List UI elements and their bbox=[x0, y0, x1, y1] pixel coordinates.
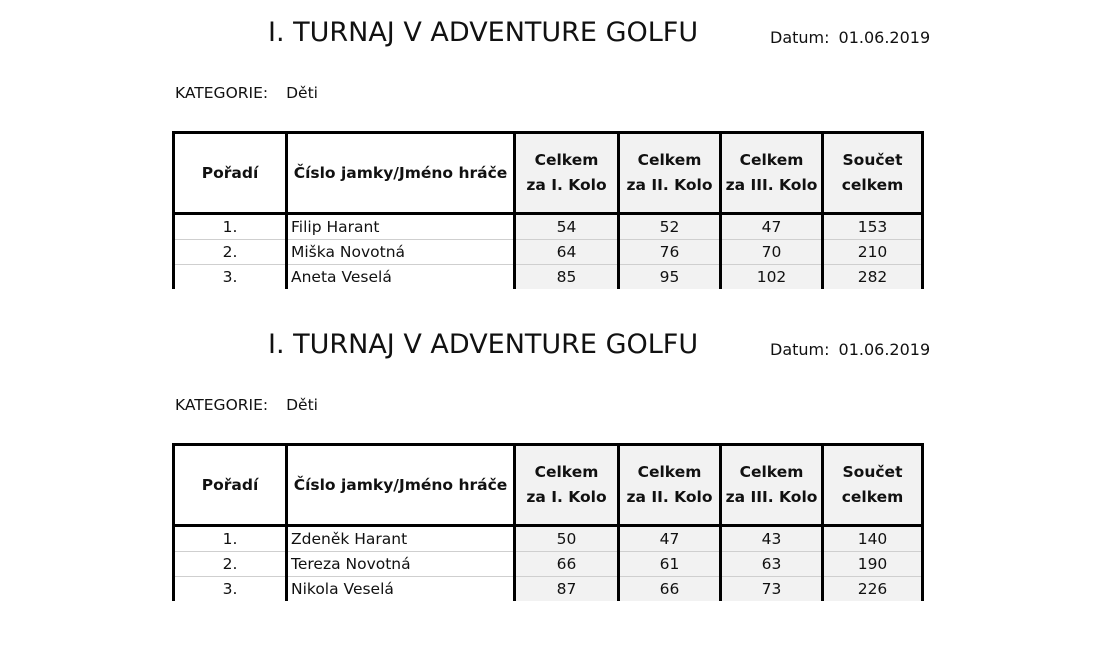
cell-round-1: 85 bbox=[515, 265, 619, 290]
cell-round-3: 43 bbox=[721, 526, 823, 552]
header-total: Součet celkem bbox=[823, 445, 923, 526]
header-row bbox=[174, 445, 923, 526]
cell-round-1: 87 bbox=[515, 577, 619, 602]
table-row bbox=[174, 526, 923, 552]
cell-player-name: Miška Novotná bbox=[287, 240, 515, 265]
results-table bbox=[172, 443, 924, 601]
cell-round-2: 76 bbox=[619, 240, 721, 265]
sheet-title: I. TURNAJ V ADVENTURE GOLFU bbox=[268, 17, 699, 48]
category-line bbox=[175, 84, 318, 102]
table-row bbox=[174, 577, 923, 602]
cell-player-name: Zdeněk Harant bbox=[287, 526, 515, 552]
sheet-title: I. TURNAJ V ADVENTURE GOLFU bbox=[268, 329, 699, 360]
cell-total: 226 bbox=[823, 577, 923, 602]
cell-round-1: 54 bbox=[515, 214, 619, 240]
cell-rank: 1. bbox=[174, 214, 287, 240]
cell-rank: 2. bbox=[174, 552, 287, 577]
table-row bbox=[174, 240, 923, 265]
category-value: Děti bbox=[286, 84, 318, 102]
header-round-3: Celkem za III. Kolo bbox=[721, 133, 823, 214]
cell-player-name: Filip Harant bbox=[287, 214, 515, 240]
cell-total: 210 bbox=[823, 240, 923, 265]
cell-round-2: 66 bbox=[619, 577, 721, 602]
cell-round-3: 73 bbox=[721, 577, 823, 602]
header-rank: Pořadí bbox=[174, 133, 287, 214]
header-player: Číslo jamky/Jméno hráče bbox=[287, 133, 515, 214]
table-row bbox=[174, 214, 923, 240]
cell-round-3: 102 bbox=[721, 265, 823, 290]
date-line bbox=[770, 340, 930, 359]
cell-rank: 2. bbox=[174, 240, 287, 265]
header-player: Číslo jamky/Jméno hráče bbox=[287, 445, 515, 526]
header-round-2: Celkem za II. Kolo bbox=[619, 445, 721, 526]
cell-total: 140 bbox=[823, 526, 923, 552]
date-value: 01.06.2019 bbox=[838, 340, 931, 359]
date-value: 01.06.2019 bbox=[838, 28, 931, 47]
category-line bbox=[175, 396, 318, 414]
score-sheet bbox=[0, 0, 1096, 300]
cell-round-2: 95 bbox=[619, 265, 721, 290]
header-round-1: Celkem za I. Kolo bbox=[515, 133, 619, 214]
category-label: KATEGORIE: bbox=[175, 396, 269, 414]
category-label: KATEGORIE: bbox=[175, 84, 269, 102]
table-row bbox=[174, 265, 923, 290]
date-label: Datum: bbox=[770, 340, 830, 359]
cell-round-1: 50 bbox=[515, 526, 619, 552]
date-label: Datum: bbox=[770, 28, 830, 47]
header-total: Součet celkem bbox=[823, 133, 923, 214]
cell-round-3: 70 bbox=[721, 240, 823, 265]
header-round-1: Celkem za I. Kolo bbox=[515, 445, 619, 526]
header-rank: Pořadí bbox=[174, 445, 287, 526]
cell-round-2: 47 bbox=[619, 526, 721, 552]
cell-player-name: Nikola Veselá bbox=[287, 577, 515, 602]
header-round-3: Celkem za III. Kolo bbox=[721, 445, 823, 526]
cell-player-name: Aneta Veselá bbox=[287, 265, 515, 290]
cell-round-3: 63 bbox=[721, 552, 823, 577]
cell-round-2: 61 bbox=[619, 552, 721, 577]
category-value: Děti bbox=[286, 396, 318, 414]
header-round-2: Celkem za II. Kolo bbox=[619, 133, 721, 214]
score-sheet bbox=[0, 312, 1096, 612]
table-row bbox=[174, 552, 923, 577]
cell-rank: 1. bbox=[174, 526, 287, 552]
cell-player-name: Tereza Novotná bbox=[287, 552, 515, 577]
cell-round-2: 52 bbox=[619, 214, 721, 240]
cell-total: 190 bbox=[823, 552, 923, 577]
results-table bbox=[172, 131, 924, 289]
cell-round-3: 47 bbox=[721, 214, 823, 240]
cell-round-1: 64 bbox=[515, 240, 619, 265]
cell-total: 282 bbox=[823, 265, 923, 290]
date-line bbox=[770, 28, 930, 47]
cell-rank: 3. bbox=[174, 577, 287, 602]
cell-total: 153 bbox=[823, 214, 923, 240]
cell-rank: 3. bbox=[174, 265, 287, 290]
cell-round-1: 66 bbox=[515, 552, 619, 577]
header-row bbox=[174, 133, 923, 214]
